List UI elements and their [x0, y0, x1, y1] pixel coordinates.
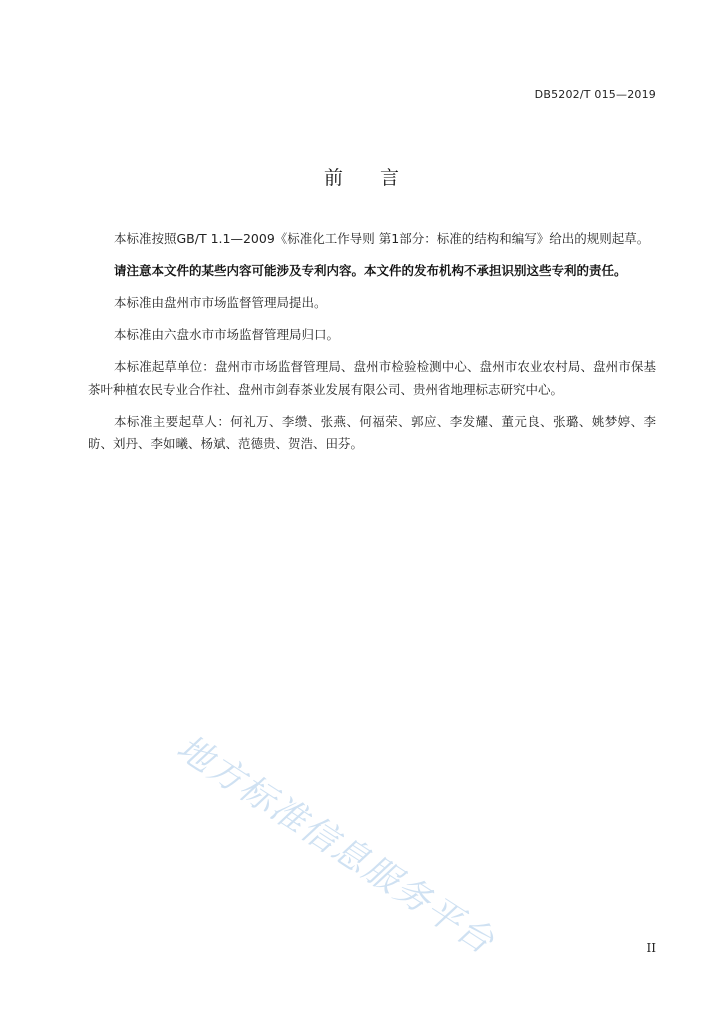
page-number: II: [646, 941, 656, 955]
paragraph-proposed-by: 本标准由盘州市市场监督管理局提出。: [114, 295, 327, 310]
paragraph-patent-notice: 请注意本文件的某些内容可能涉及专利内容。本文件的发布机构不承担识别这些专利的责任。: [114, 263, 627, 278]
preface-title-char-1: 前: [323, 167, 344, 189]
watermark-text: 地方标准信息服务平台: [169, 727, 502, 963]
paragraph-drafting-units: 本标准起草单位：盘州市市场监督管理局、盘州市检验检测中心、盘州市农业农村局、盘州市保基茶叶种植农民专业合作社、盘州市剑春茶业发展有限公司、贵州省地理标志研究中心。: [88, 359, 656, 397]
preface-title: [0, 163, 724, 190]
preface-title-char-2: 言: [380, 167, 401, 189]
paragraph-main-drafters: 本标准主要起草人：何礼万、李缵、张燕、何福荣、郭应、李发耀、董元良、张璐、姚梦婷、李昉、刘丹、李如曦、杨斌、范德贵、贺浩、田芬。: [88, 413, 656, 451]
paragraph-drafting-rules: 本标准按照GB/T 1.1—2009《标准化工作导则 第1部分：标准的结构和编写》给出的规则起草。: [114, 231, 650, 246]
paragraph-centralized-by: 本标准由六盘水市市场监督管理局归口。: [114, 327, 340, 342]
document-code: DB5202/T 015—2019: [534, 88, 656, 101]
preface-body: [88, 228, 656, 465]
